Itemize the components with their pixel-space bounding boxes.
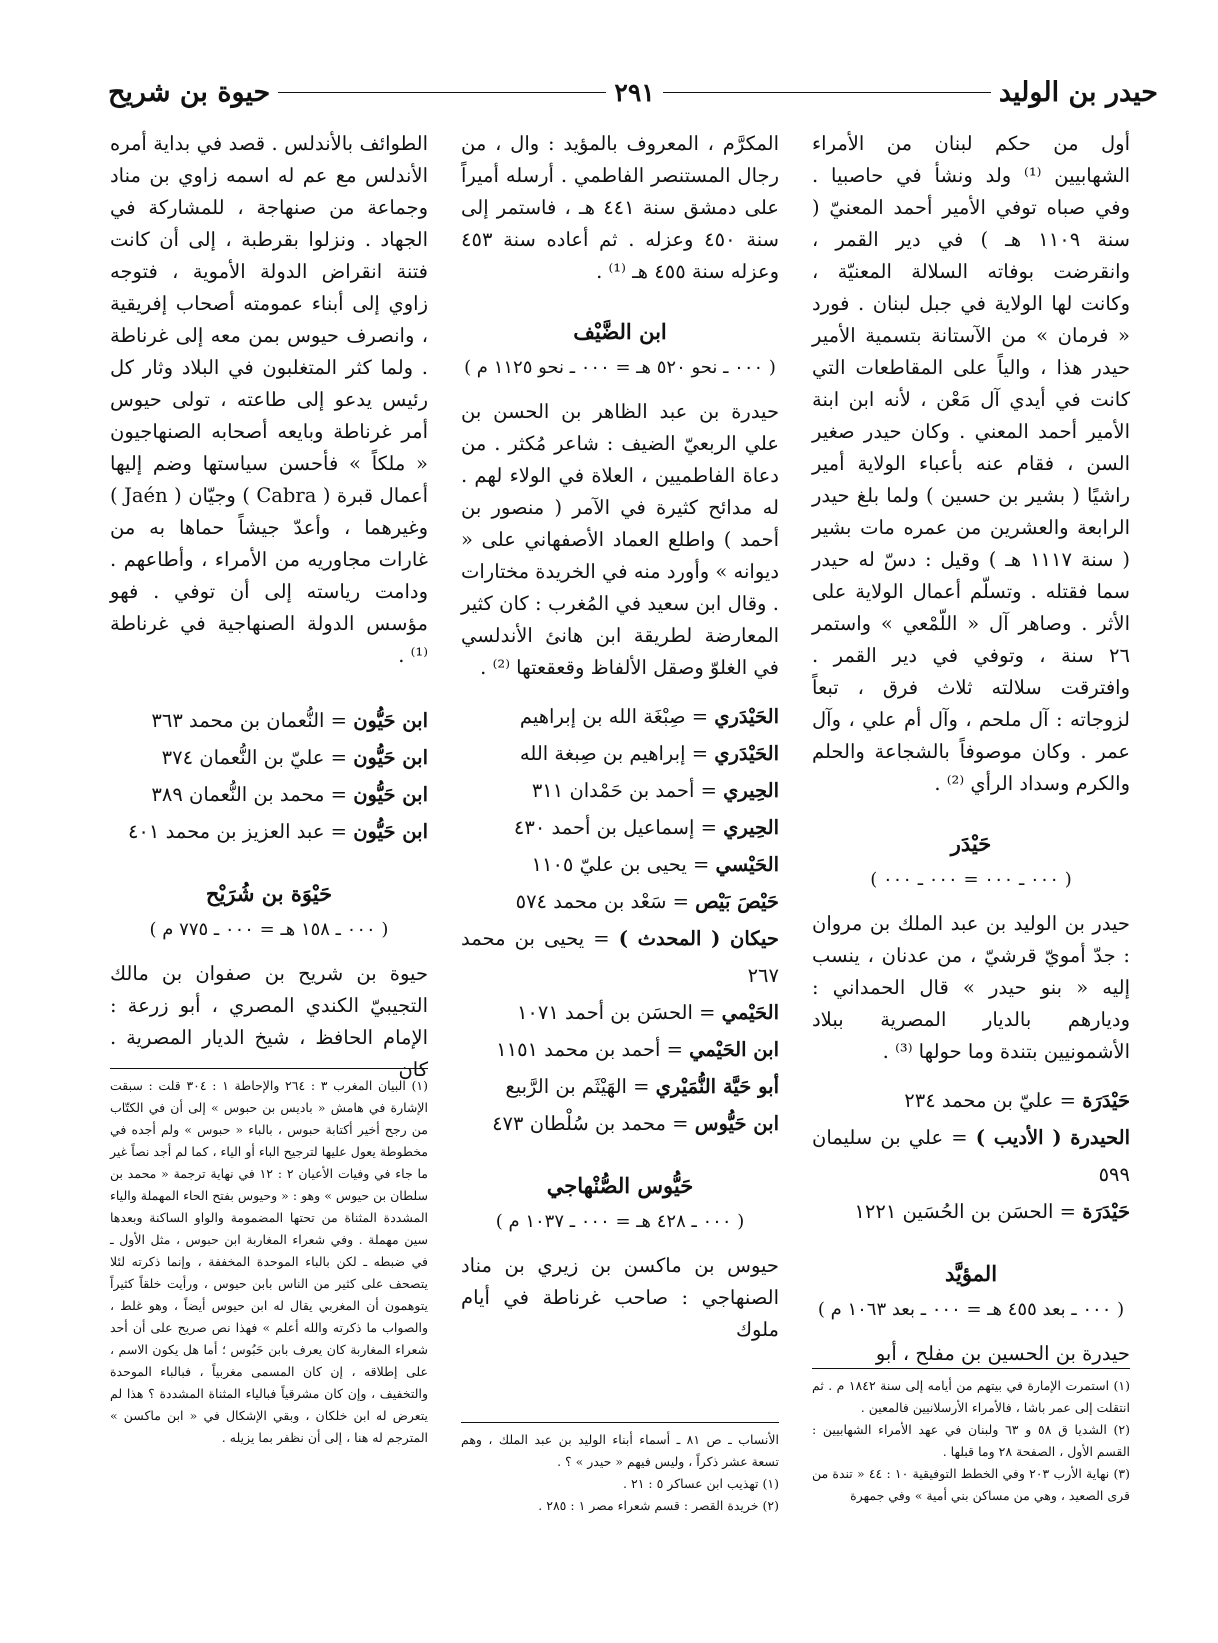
footnote: (٣) نهاية الأرب ٢٠٣ وفي الخطط التوفيقية ١٠ : ٤٤ « تندة من قرى الصعيد ، وهي من مساكن بني أمية » وفي جمهرة bbox=[812, 1466, 1130, 1503]
entry-paragraph: حيوس بن ماكسن بن زيري بن مناد الصنهاجي : صاحب غرناطة في أيام ملوك bbox=[461, 1254, 779, 1341]
running-head bbox=[108, 72, 1158, 112]
entry-paragraph: الطوائف بالأندلس . قصد في بداية أمره الأندلس مع عم له اسمه زاوي بن مناد وجماعة من صنهاجة ، للمشاركة في الجهاد . ونزلوا بقرطبة ، إلى أن كانت فتنة انقراض الدولة الأموية ، فتوجه زاوي إلى أبناء عمومته أصحاب إفريقية ، وانصرف حيوس بمن معه إلى غرناطة . ولما كثر المتغلبون في البلاد وثار كل رئيس يدعو إلى طاعته ، تولى حيوس أمر غرناطة وبايعه أصحابه الصنهاجيون « ملكاً » فأحسن سياستها وضم إليها أعمال قبرة ( Cabra ) وجيّان ( Jaén ) وغيرهما ، وأعدّ جيشاً حماها به من غارات مجاوريه من الأمراء ، وأطاعهم . ودامت رياسته إلى أن توفي . فهو مؤسس الدولة الصنهاجية في غرناطة ⁽¹⁾ . bbox=[110, 132, 429, 667]
cross-reference-target: = إسماعيل بن أحمد ٤٣٠ bbox=[513, 816, 724, 839]
cross-reference-name: الحِيري bbox=[723, 779, 779, 802]
column-left bbox=[110, 128, 428, 1086]
cross-reference-target: = عبد العزيز بن محمد ٤٠١ bbox=[127, 820, 354, 843]
cross-reference-name: الحيدرة ( الأديب ) bbox=[975, 1126, 1130, 1149]
cross-reference-name: حَيْدَرَة bbox=[1082, 1089, 1130, 1112]
cross-reference bbox=[110, 813, 428, 850]
cross-reference-target: = أحمد بن محمد ١١٥١ bbox=[496, 1038, 690, 1061]
cross-reference-list bbox=[110, 702, 428, 850]
cross-reference-target: = يحيى بن محمد ٢٦٧ bbox=[461, 927, 779, 987]
cross-reference-target: = محمد بن النُّعمان ٣٨٩ bbox=[151, 783, 354, 806]
cross-reference-target: = أحمد بن حَمْدان ٣١١ bbox=[531, 779, 724, 802]
cross-reference-target: = علي بن سليمان ٥٩٩ bbox=[812, 1126, 1130, 1186]
cross-reference-target: = صِبْغَة الله بن إبراهيم bbox=[519, 705, 715, 728]
cross-reference-target: = إبراهيم بن صِبغة الله bbox=[519, 742, 715, 765]
cross-reference bbox=[110, 776, 428, 813]
footnotes bbox=[110, 1068, 428, 1449]
cross-reference bbox=[461, 1068, 779, 1105]
cross-reference bbox=[110, 739, 428, 776]
running-head-right-title: حيدر بن الوليد bbox=[998, 76, 1158, 108]
entry-paragraph: أول من حكم لبنان من الأمراء الشهابيين ⁽¹⁾ ولد ونشأ في حاصبيا . وفي صباه توفي الأمير أحمد المعنيّ ( سنة ١١٠٩ هـ ) في دير القمر ، وانقرضت بوفاته السلالة المعنيّة ، وكانت لها الولاية في جبل لبنان . فورد « فرمان » من الآستانة بتسمية الأمير حيدر هذا ، والياً على المقاطعات التي كانت في أيدي آل مَعْن ، لأنه ابن ابنة الأمير أحمد المعني . وكان حيدر صغير السن ، فقام عنه بأعباء الولاية أمير راشيًا ( بشير بن حسين ) ولما بلغ حيدر الرابعة والعشرين من عمره مات بشير ( سنة ١١١٧ هـ ) وقيل : دسّ له حيدر سما فقتله . وتسلّم أعمال الولاية على الأثر . وصاهر آل « اللّمْعي » واستمر ٢٦ سنة ، وتوفي في دير القمر . وافترقت سلالته ثلاث فرق ، تبعاً لزوجاته : آل ملحم ، وآل أم علي ، وآل عمر . وكان موصوفاً بالشجاعة والحلم والكرم وسداد الرأي ⁽²⁾ . bbox=[812, 132, 1130, 795]
cross-reference bbox=[812, 1082, 1130, 1119]
cross-reference-target: = الهَيْثَم بن الرَّبيع bbox=[505, 1075, 656, 1098]
running-head-left-title: حيوة بن شريح bbox=[107, 76, 271, 108]
cross-reference-name: حَيْصَ بَيْص bbox=[695, 890, 779, 913]
cross-reference-target: = النُّعمان بن محمد ٣٦٣ bbox=[151, 709, 354, 732]
cross-reference-name: ابن الحَيْمي bbox=[689, 1038, 779, 1061]
entry-title: حَيُّوس الصُّنْهاجي bbox=[546, 1173, 694, 1198]
footnote: (١) تهذيب ابن عساكر ٥ : ٢١ . bbox=[623, 1476, 779, 1491]
column-right bbox=[812, 128, 1130, 1370]
cross-reference bbox=[461, 698, 779, 735]
cross-reference bbox=[812, 1119, 1130, 1193]
cross-reference-target: = عليّ بن النُّعمان ٣٧٤ bbox=[161, 746, 354, 769]
cross-reference-list bbox=[812, 1082, 1130, 1230]
column-middle bbox=[461, 128, 779, 1346]
cross-reference-name: أبو حَيَّة النُّمَيْري bbox=[655, 1075, 779, 1098]
entry-dates: ( ٠٠٠ ـ نحو ٥٢٠ هـ = ٠٠٠ ـ نحو ١١٢٥ م ) bbox=[464, 357, 776, 378]
entry-title: المؤيَّد bbox=[944, 1261, 998, 1286]
cross-reference-target: = الحسَن بن الحُسَين ١٢٢١ bbox=[854, 1200, 1083, 1223]
entry-title: حَيْوَة بن شُرَيْح bbox=[205, 881, 333, 906]
cross-reference-target: = يحيى بن عليّ ١١٠٥ bbox=[531, 853, 716, 876]
cross-reference-name: ابن حَيُّون bbox=[353, 820, 428, 843]
cross-reference bbox=[812, 1193, 1130, 1230]
cross-reference-list bbox=[461, 698, 779, 1142]
cross-reference bbox=[461, 883, 779, 920]
cross-reference bbox=[461, 1031, 779, 1068]
footnotes bbox=[461, 1422, 779, 1517]
entry-title: حَيْدَر bbox=[950, 831, 992, 856]
cross-reference bbox=[461, 846, 779, 883]
page-number: ٢٩١ bbox=[614, 77, 655, 107]
cross-reference-target: = محمد بن سُلْطان ٤٧٣ bbox=[492, 1112, 695, 1135]
entry-dates: ( ٠٠٠ ـ ٠٠٠ = ٠٠٠ ـ ٠٠٠ ) bbox=[870, 869, 1072, 890]
footnotes bbox=[812, 1368, 1130, 1507]
footnote: (٢) خريدة القصر : قسم شعراء مصر ١ : ٢٨٥ . bbox=[538, 1498, 779, 1513]
running-head-rule bbox=[663, 92, 991, 93]
cross-reference bbox=[461, 809, 779, 846]
cross-reference bbox=[461, 994, 779, 1031]
cross-reference-name: الحَيْدَري bbox=[714, 705, 779, 728]
entry-title: ابن الضَّيْف bbox=[573, 319, 667, 344]
cross-reference-name: الحَيْدَري bbox=[714, 742, 779, 765]
cross-reference-name: حيكان ( المحدث ) bbox=[618, 927, 779, 950]
entry-paragraph: حيدرة بن الحسين بن مفلح ، أبو bbox=[875, 1342, 1130, 1365]
entry-dates: ( ٠٠٠ ـ بعد ٤٥٥ هـ = ٠٠٠ ـ بعد ١٠٦٣ م ) bbox=[817, 1299, 1125, 1320]
entry-paragraph: حيدرة بن عبد الظاهر بن الحسن بن علي الربعيّ الضيف : شاعر مُكثر . من دعاة الفاطميين ، العلاة في الولاء لهم . له مدائح كثيرة في الآمر ( منصور بن أحمد ) واطلع العماد الأصفهاني على « ديوانه » وأورد منه في الخريدة مختارات . وقال ابن سعيد في المُغرب : كان كثير المعارضة لطريقة ابن هانئ الأندلسي في الغلوّ وصقل الألفاظ وقعقعتها ⁽²⁾ . bbox=[461, 400, 779, 679]
entry-paragraph: حيدر بن الوليد بن عبد الملك بن مروان : جدّ أمويّ قرشيّ ، من عدنان ، ينسب إليه « بنو حيدر » قال الحمداني : وديارهم بالديار المصرية ببلاد الأشمونيين بتندة وما حولها ⁽³⁾ . bbox=[812, 912, 1130, 1063]
cross-reference bbox=[461, 920, 779, 994]
entry-paragraph: المكرَّم ، المعروف بالمؤيد : وال ، من رجال المستنصر الفاطمي . أرسله أميراً على دمشق سنة ٤٤١ هـ ، فاستمر إلى سنة ٤٥٠ وعزله . ثم أعاده سنة ٤٥٣ وعزله سنة ٤٥٥ هـ ⁽¹⁾ . bbox=[461, 132, 780, 283]
footnote: (١) استمرت الإمارة في بيتهم من أيامه إلى سنة ١٨٤٢ م . ثم انتقلت إلى عمر باشا ، فالأمراء الأرسلانيين فالمعين . bbox=[812, 1378, 1130, 1415]
cross-reference-name: حَيْدَرَة bbox=[1082, 1200, 1130, 1223]
cross-reference-name: ابن حَيُّوس bbox=[694, 1112, 779, 1135]
cross-reference-name: ابن حَيُّون bbox=[353, 783, 428, 806]
cross-reference-name: الحِيري bbox=[723, 816, 779, 839]
cross-reference bbox=[461, 1105, 779, 1142]
running-head-rule bbox=[278, 92, 606, 93]
cross-reference bbox=[110, 702, 428, 739]
footnote: الأنساب ـ ص ٨١ ـ أسماء أبناء الوليد بن عبد الملك ، وهم تسعة عشر ذكراً ، وليس فيهم « حيدر » ؟ . bbox=[461, 1432, 779, 1469]
footnote: (٢) الشديا ق ٥٨ و ٦٣ ولبنان في عهد الأمراء الشهابيين : القسم الأول ، الصفحة ٢٨ وما قبلها . bbox=[812, 1422, 1131, 1459]
footnote: (١) البيان المغرب ٣ : ٢٦٤ والإحاطة ١ : ٣٠٤ قلت : سبقت الإشارة في هامش « باديس بن حبوس » إلى أن في الكتّاب من رجح أخير أكتابة حبوس ، بالباء « حبوس » ولم أجده في مخطوطة يعول عليها لترجيح الباء أو الياء ، كما لم أجد نصاً غير ما جاء في وفيات الأعيان ٢ : ١٢ في نهاية ترجمة « محمد بن سلطان بن حيوس » وهو : « وحيوس بفتح الحاء المهملة والياء المشددة المثناة من تحتها المضمومة والواو الساكنة وبعدها سين مهملة . وفي شعراء المغاربة ابن حبوس ، مثل الأول ـ في ضبطه ـ لكن بالباء الموحدة المخففة ، وإنما ذكرته لئلا يتصحف على كثير من الناس بابن حيوس ، ورأيت خلقاً كثيراً يتوهمون أن المغربي يقال له ابن حيوس أيضاً ، وهو غلط ، والصواب ما ذكرته والله أعلم » فهذا نص صريح على أن أحد شعراء المغاربة كان يعرف بابن حَبُوس ؛ أما هل يكون الاسم ، على إطلاقه ، إن كان المسمى مغربياً ، فبالباء الموحدة والتخفيف ، وإن كان مشرقياً فبالياء المثناة المشددة ؟ هذا لم يتعرض له ابن خلكان ، وبقي الإشكال في « ابن ماكسن » المترجم له هنا ، إلى أن نظفر بما يزيله . bbox=[110, 1078, 428, 1445]
cross-reference-name: الحَيْسي bbox=[715, 853, 779, 876]
cross-reference-target: = سَعْد بن محمد ٥٧٤ bbox=[515, 890, 696, 913]
cross-reference bbox=[461, 735, 779, 772]
cross-reference-name: ابن حَيُّون bbox=[353, 746, 428, 769]
cross-reference-name: ابن حَيُّون bbox=[353, 709, 428, 732]
entry-paragraph: حيوة بن شريح بن صفوان بن مالك التجيبيّ الكندي المصري ، أبو زرعة : الإمام الحافظ ، شيخ الديار المصرية . كان bbox=[110, 962, 428, 1081]
cross-reference-target: = عليّ بن محمد ٢٣٤ bbox=[904, 1089, 1083, 1112]
entry-dates: ( ٠٠٠ ـ ٤٢٨ هـ = ٠٠٠ ـ ١٠٣٧ م ) bbox=[495, 1211, 745, 1232]
entry-dates: ( ٠٠٠ ـ ١٥٨ هـ = ٠٠٠ ـ ٧٧٥ م ) bbox=[149, 919, 389, 940]
cross-reference-name: الحَيْمي bbox=[721, 1001, 779, 1024]
cross-reference-target: = الحسَن بن أحمد ١٠٧١ bbox=[516, 1001, 722, 1024]
cross-reference bbox=[461, 772, 779, 809]
